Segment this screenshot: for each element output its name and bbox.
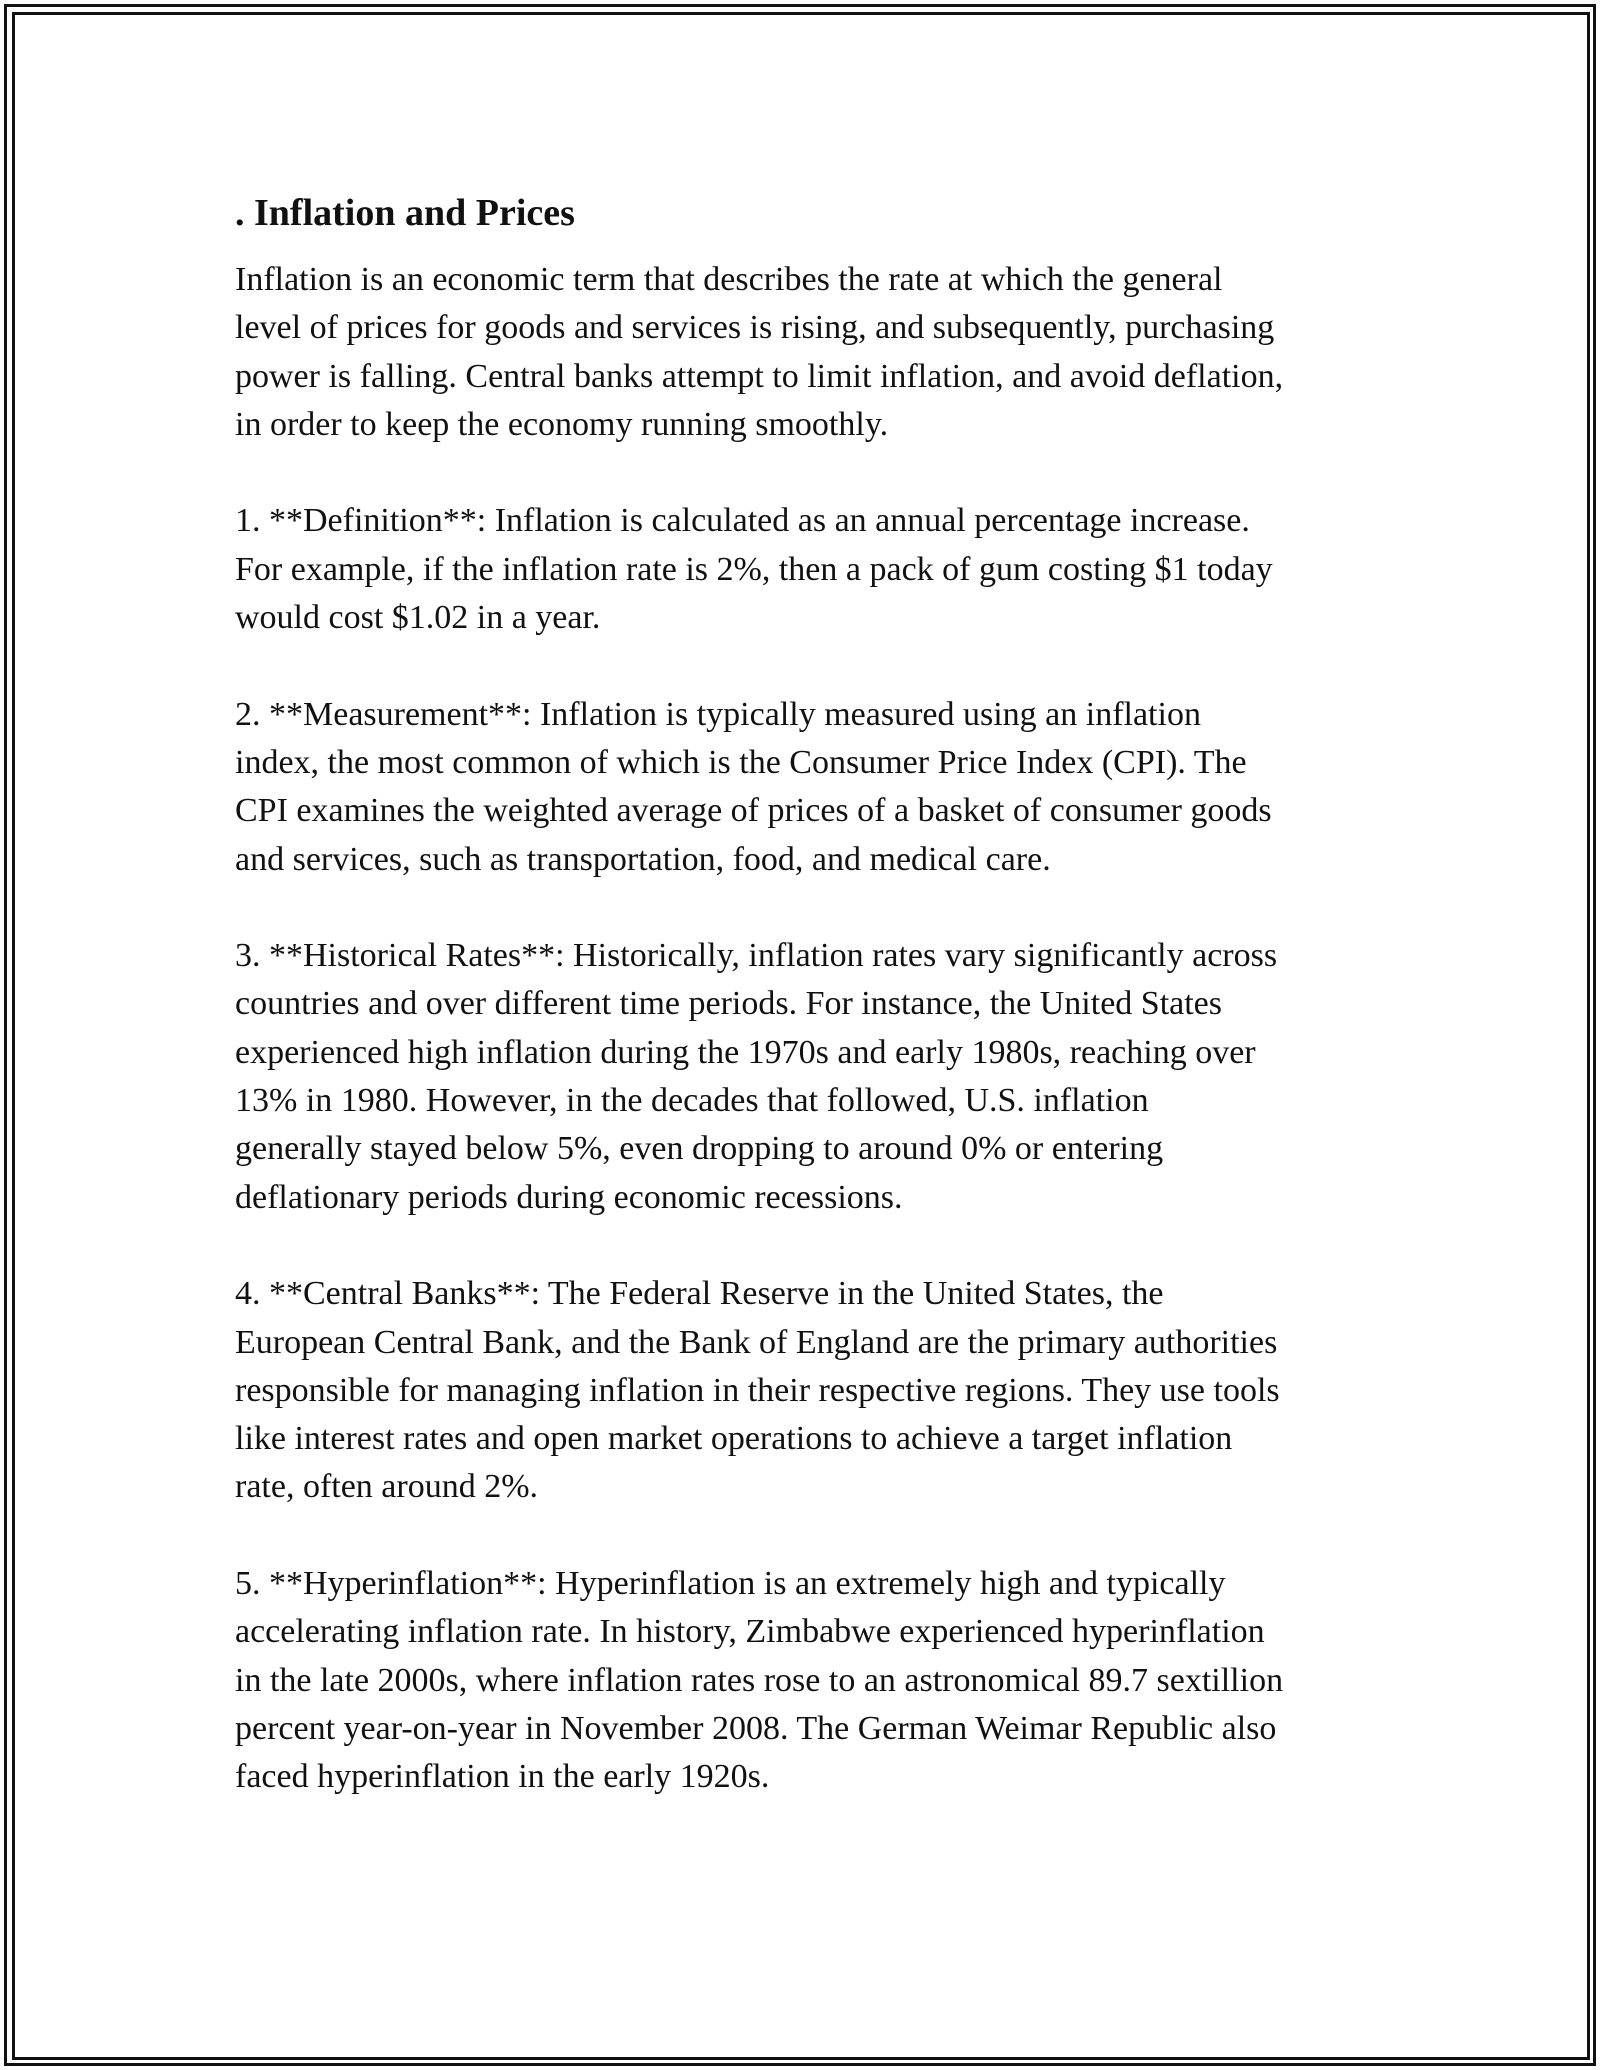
measurement-paragraph: 2. **Measurement**: Inflation is typically measured using an inflation index, the most common of which is the Consumer Price Index (CPI). The CPI examines the weighted average of prices of a basket of consumer goods and services, such as transportation, food, and medical care. <box>235 695 1272 878</box>
definition-paragraph: 1. **Definition**: Inflation is calculated as an annual percentage increase. For example, if the inflation rate is 2%, then a pack of gum costing $1 today would cost $1.02 in a year. <box>235 502 1273 637</box>
central-banks-paragraph: 4. **Central Banks**: The Federal Reserve in the United States, the European Central Bank, and the Bank of England are the primary authorities responsible for managing inflation in their respective regions. They use tools like interest rates and open market operations to achieve a target inflation rate, often around 2%. <box>235 1275 1280 1506</box>
hyperinflation-paragraph: 5. **Hyperinflation**: Hyperinflation is an extremely high and typically accelerating inflation rate. In history, Zimbabwe experienced hyperinflation in the late 2000s, where inflation rates rose to an astronomical 89.7 sextillion percent year-on-year in November 2008. The German Weimar Republic also faced hyperinflation in the early 1920s. <box>235 1565 1284 1796</box>
document-body <box>235 185 1375 1850</box>
document-title: . Inflation and Prices <box>235 192 575 234</box>
intro-paragraph: Inflation is an economic term that describes the rate at which the general level of prices for goods and services is rising, and subsequently, purchasing power is falling. Central banks attempt to limit inflation, and avoid deflation, in order to keep the economy running smoothly. <box>235 261 1284 443</box>
historical-rates-paragraph: 3. **Historical Rates**: Historically, inflation rates vary significantly across countries and over different time periods. For instance, the United States experienced high inflation during the 1970s and early 1980s, reaching over 13% in 1980. However, in the decades that followed, U.S. inflation generally stayed below 5%, even dropping to around 0% or entering deflationary periods during economic recessions. <box>235 937 1278 1216</box>
